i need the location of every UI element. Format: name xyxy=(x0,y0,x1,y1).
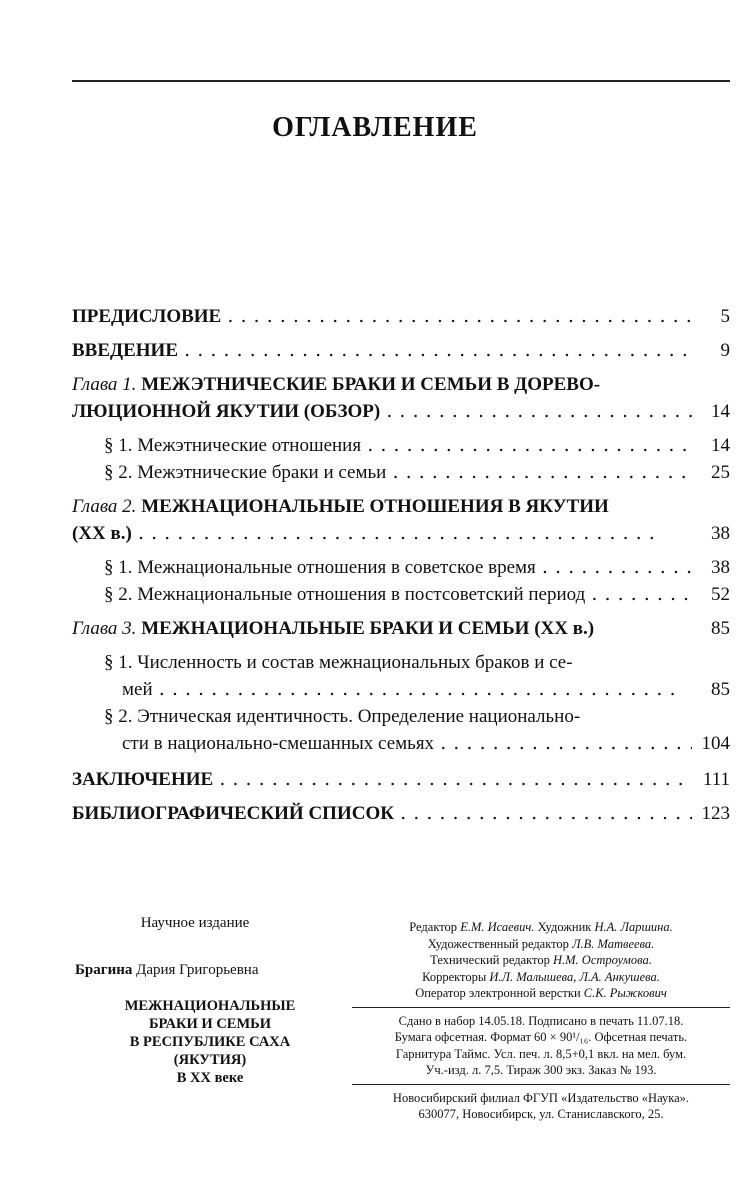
edition-type: Научное издание xyxy=(140,915,250,931)
toc-page: 111 xyxy=(702,769,730,790)
dot-leader xyxy=(591,581,692,608)
credits-line: Редактор Е.М. Исаевич. Художник Н.А. Ларшина. xyxy=(409,920,673,934)
toc-page: 14 xyxy=(711,401,730,422)
publisher-line: Новосибирский филиал ФГУП «Издательство «Наука». xyxy=(392,1090,690,1105)
top-rule xyxy=(72,80,730,82)
toc-page: 85 xyxy=(711,618,730,639)
toc-page: 14 xyxy=(711,435,730,456)
print-line: Бумага офсетная. Формат 60 × 90¹/₁₆. Офсетная печать. xyxy=(394,1030,688,1044)
toc-title-cont: ЛЮЦИОННОЙ ЯКУТИИ (ОБЗОР) xyxy=(72,401,381,422)
toc-entry-preface[interactable] xyxy=(72,303,730,330)
toc-page: 38 xyxy=(711,557,730,578)
publisher-line: 630077, Новосибирск, ул. Станиславского, 25. xyxy=(418,1107,664,1121)
toc-title: ВВЕДЕНИЕ xyxy=(72,340,178,361)
page-title: ОГЛАВЛЕНИЕ xyxy=(272,112,478,143)
toc-title: ЗАКЛЮЧЕНИЕ xyxy=(72,769,214,790)
toc-title: § 2. Межнациональные отношения в постсоветский период xyxy=(104,584,586,605)
chapter-prefix: Глава 2. xyxy=(72,496,137,517)
imprint-right xyxy=(352,919,730,1123)
book-title-line: БРАКИ И СЕМЬИ xyxy=(148,1016,272,1032)
book-title xyxy=(75,997,345,1087)
credits-line: Корректоры И.Л. Малышева, Л.А. Анкушева. xyxy=(422,969,660,984)
toc-page: 85 xyxy=(711,679,730,700)
toc-title: МЕЖНАЦИОНАЛЬНЫЕ ОТНОШЕНИЯ В ЯКУТИИ xyxy=(141,496,609,517)
toc-title: § 1. Межэтнические отношения xyxy=(104,435,362,456)
author xyxy=(75,962,345,979)
author-name: Дария Григорьевна xyxy=(136,962,259,978)
toc-page: 38 xyxy=(711,523,730,544)
toc-entry-conclusion[interactable] xyxy=(72,766,730,793)
book-title-line: (ЯКУТИЯ) xyxy=(173,1052,247,1068)
toc-title: § 1. Межнациональные отношения в советское время xyxy=(104,557,536,578)
toc-title-cont: сти в национально-смешанных семьях xyxy=(122,733,435,754)
toc-title: ПРЕДИСЛОВИЕ xyxy=(72,306,222,327)
dot-leader xyxy=(400,800,692,827)
toc-entry-chapter-2[interactable] xyxy=(72,493,730,547)
chapter-prefix: Глава 3. xyxy=(72,618,137,639)
book-title-line: В XX веке xyxy=(176,1070,244,1086)
toc-title: БИБЛИОГРАФИЧЕСКИЙ СПИСОК xyxy=(72,803,395,824)
dot-leader xyxy=(392,459,692,486)
dot-leader xyxy=(227,303,692,330)
chapter-prefix: Глава 1. xyxy=(72,374,137,395)
toc-page: 52 xyxy=(711,584,730,605)
table-of-contents xyxy=(72,303,730,827)
toc-entry-ch1-section-2[interactable] xyxy=(72,459,730,486)
toc-entry-ch3-section-2[interactable] xyxy=(72,703,730,757)
toc-page: 123 xyxy=(701,803,730,824)
toc-page: 25 xyxy=(711,462,730,483)
credits-line: Оператор электронной верстки С.К. Рыжкович xyxy=(415,986,667,1000)
toc-entry-ch2-section-1[interactable] xyxy=(72,554,730,581)
toc-title: МЕЖНАЦИОНАЛЬНЫЕ БРАКИ И СЕМЬИ (XX в.) xyxy=(141,618,595,639)
dot-leader xyxy=(542,554,692,581)
toc-title: § 2. Этническая идентичность. Определение национально- xyxy=(104,706,581,727)
author-surname: Брагина xyxy=(75,962,133,978)
dot-leader xyxy=(138,520,692,547)
book-title-line: В РЕСПУБЛИКЕ САХА xyxy=(129,1034,291,1050)
toc-title: МЕЖЭТНИЧЕСКИЕ БРАКИ И СЕМЬИ В ДОРЕВО- xyxy=(141,374,601,395)
dot-leader xyxy=(159,676,692,703)
dot-leader xyxy=(440,730,692,757)
toc-title-cont: (XX в.) xyxy=(72,523,132,544)
print-line: Уч.-изд. л. 7,5. Тираж 300 экз. Заказ № 193. xyxy=(425,1063,657,1077)
toc-entry-ch2-section-2[interactable] xyxy=(72,581,730,608)
toc-entry-ch3-section-1[interactable] xyxy=(72,649,730,703)
toc-entry-chapter-3[interactable] xyxy=(72,615,730,642)
toc-entry-ch1-section-1[interactable] xyxy=(72,432,730,459)
toc-entry-bibliography[interactable] xyxy=(72,800,730,827)
toc-title: § 1. Численность и состав межнациональных браков и се- xyxy=(104,652,573,673)
toc-title: § 2. Межэтнические браки и семьи xyxy=(104,462,387,483)
divider xyxy=(352,1007,730,1008)
book-title-line: МЕЖНАЦИОНАЛЬНЫЕ xyxy=(124,998,296,1014)
toc-page: 9 xyxy=(720,340,730,361)
dot-leader xyxy=(219,766,692,793)
toc-entry-intro[interactable] xyxy=(72,337,730,364)
dot-leader xyxy=(184,337,692,364)
credits-line: Художественный редактор Л.В. Матвеева. xyxy=(427,936,655,951)
toc-title-cont: мей xyxy=(122,679,153,700)
toc-page: 5 xyxy=(720,306,730,327)
dot-leader xyxy=(367,432,692,459)
dot-leader xyxy=(386,398,692,425)
credits-line: Технический редактор Н.М. Остроумова. xyxy=(430,953,652,967)
toc-page: 104 xyxy=(701,733,730,754)
toc-entry-chapter-1[interactable] xyxy=(72,371,730,425)
divider xyxy=(352,1084,730,1085)
print-line: Гарнитура Таймс. Усл. печ. л. 8,5+0,1 вкл. на мел. бум. xyxy=(395,1046,687,1061)
print-line: Сдано в набор 14.05.18. Подписано в печать 11.07.18. xyxy=(398,1013,684,1028)
imprint-left xyxy=(75,915,345,1087)
